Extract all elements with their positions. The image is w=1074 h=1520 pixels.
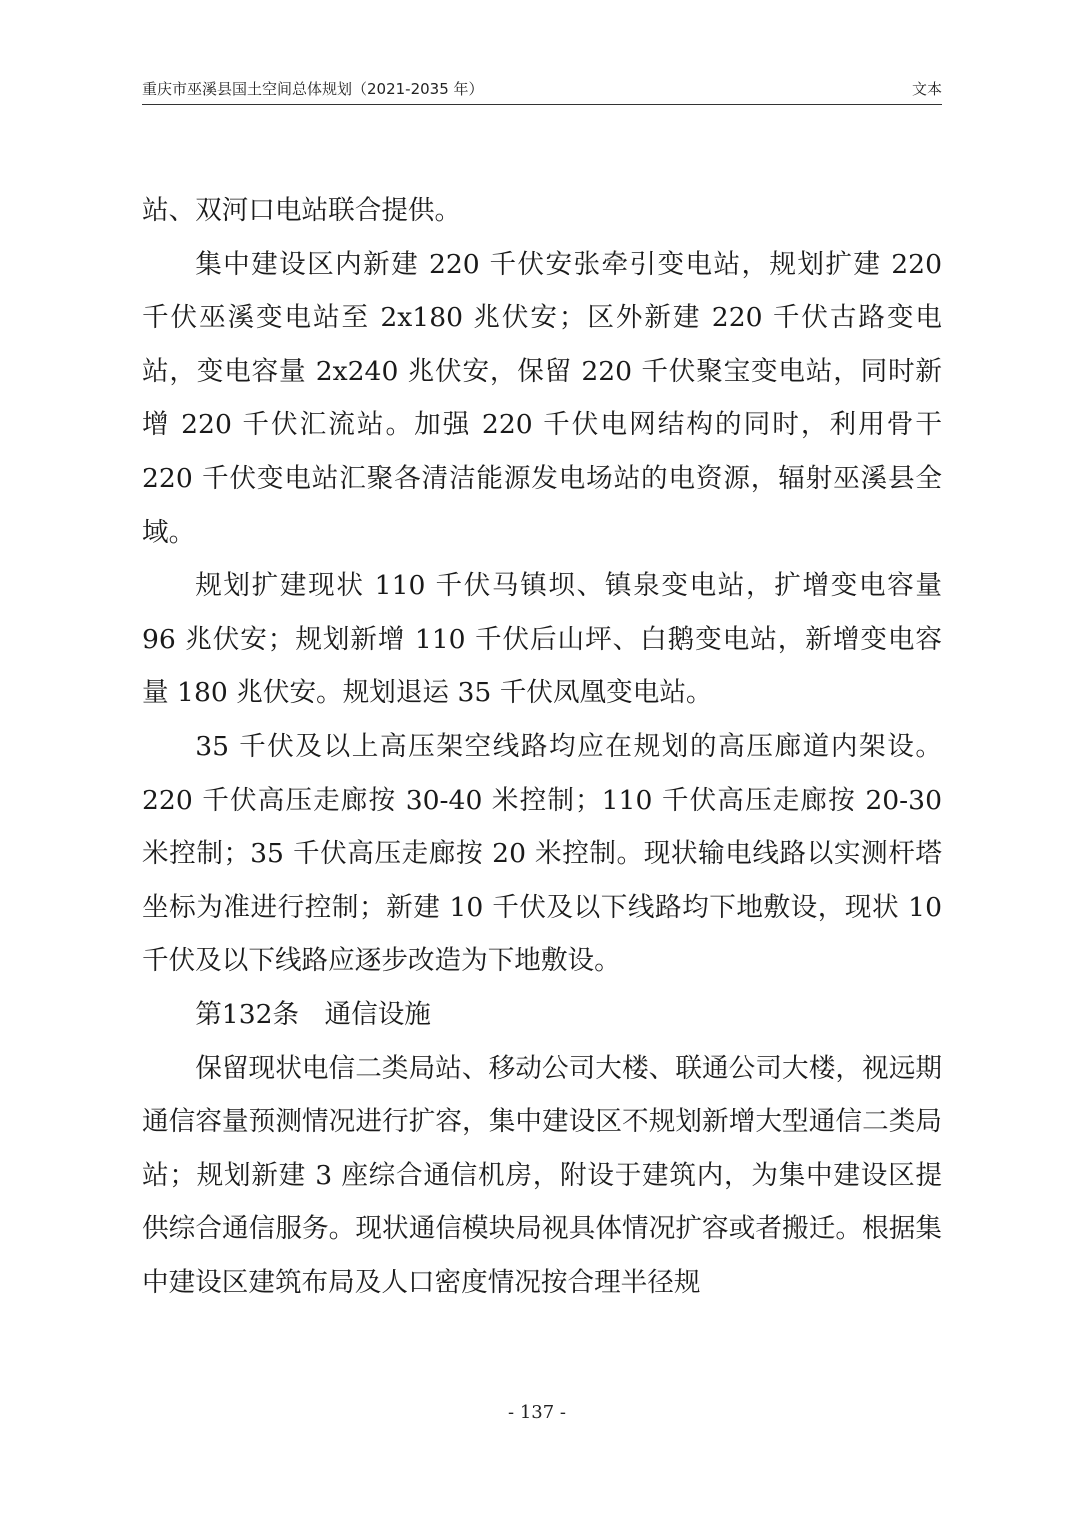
paragraph: 规划扩建现状 110 千伏马镇坝、镇泉变电站，扩增变电容量 96 兆伏安；规划新增 110 千伏后山坪、白鹅变电站，新增变电容量 180 兆伏安。规划退运 35 千伏凤凰变电站。 [142,570,942,709]
article-number: 第132条 [195,998,300,1030]
article-heading [142,988,942,1042]
article-title: 通信设施 [324,998,431,1030]
paragraph: 35 千伏及以上高压架空线路均应在规划的高压廊道内架设。220 千伏高压走廊按 30-40 米控制；110 千伏高压走廊按 20-30 米控制；35 千伏高压走廊按 20 米控制。现状输电线路以实测杆塔坐标为准进行控制；新建 10 千伏及以下线路均下地敷设，现状 10 千伏及以下线路应逐步改造为下地敷设。 [142,730,942,977]
page-number: - 137 - [508,1402,566,1423]
body-text [142,184,942,1309]
paragraph: 集中建设区内新建 220 千伏安张牵引变电站，规划扩建 220 千伏巫溪变电站至 2x180 兆伏安；区外新建 220 千伏古路变电站，变电容量 2x240 兆伏安，保留 220 千伏聚宝变电站，同时新增 220 千伏汇流站。加强 220 千伏电网结构的同时，利用骨干 220 千伏变电站汇聚各清洁能源发电场站的电资源，辐射巫溪县全域。 [142,248,942,548]
section-label: 文本 [911,80,942,98]
document-title: 重庆市巫溪县国土空间总体规划（2021-2035 年） [142,80,484,98]
page-header [142,74,942,105]
paragraph: 保留现状电信二类局站、移动公司大楼、联通公司大楼，视远期通信容量预测情况进行扩容，集中建设区不规划新增大型通信二类局站；规划新建 3 座综合通信机房，附设于建筑内，为集中建设区提供综合通信服务。现状通信模块局视具体情况扩容或者搬迁。根据集中建设区建筑布局及人口密度情况按合理半径规 [142,1052,942,1298]
paragraph-continued: 站、双河口电站联合提供。 [142,195,462,226]
